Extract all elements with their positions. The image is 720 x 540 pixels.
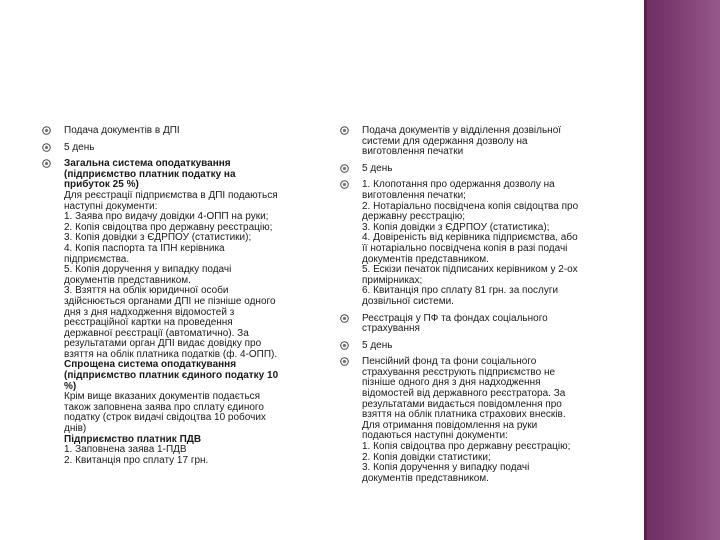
text-line: Для отримання повідомлення на руки [362, 419, 538, 431]
text-line: 5. Копія доручення у випадку подачі [64, 264, 232, 276]
right-bullet-list [338, 126, 606, 484]
text-line: страхування [362, 323, 420, 335]
text-line: взяття на облік платника податків (ф. 4-ОПП). [64, 348, 278, 360]
text-line: виготовлення печатки [362, 146, 464, 158]
right-column [338, 126, 606, 490]
text-line: Спрощена система оподаткування [64, 359, 237, 371]
text-line: 3. Копія довідки з ЄДРПОУ (статистика); [362, 221, 550, 233]
text-line: Крім вище вказаних документів подається [64, 391, 261, 403]
text-line: пізніше одного дня з дня надходження [362, 377, 541, 389]
right-bullet-item [338, 126, 606, 158]
left-bullet-item [40, 143, 298, 154]
text-line: її нотаріально посвідчена копія в разі подачі [362, 242, 568, 254]
text-line: податку (строк видачі свідоцтва 10 робочих [64, 412, 266, 424]
decorative-side-bar [644, 0, 720, 540]
text-line: державну реєстрацію; [362, 211, 465, 223]
ring-bullet-icon [340, 314, 349, 323]
text-line: виготовлення печатки; [362, 189, 466, 201]
text-line: взяття на облік платника страхових внесків. [362, 409, 566, 421]
ring-bullet-icon [42, 143, 51, 152]
text-line: примірниках; [362, 274, 423, 286]
text-line: 4. Довіреність від керівника підприємства, або [362, 232, 578, 244]
ring-bullet-icon [340, 164, 349, 173]
text-line: 2. Нотаріально посвідчена копія свідоцтва про [362, 200, 579, 212]
text-line: 6. Квитанція про сплату 81 грн. за послуги [362, 285, 559, 297]
text-line: подаються наступні документи: [362, 430, 508, 442]
text-line: Реєстрація у ПФ та фондах соціального [362, 312, 548, 324]
text-line: реєстраційної картки на проведення [64, 317, 233, 329]
ring-bullet-icon [42, 159, 51, 168]
left-bullet-item [40, 126, 298, 137]
text-line: 1. Копія свідоцтва про державну реєстрацію; [362, 441, 571, 453]
text-line: також заповнена заява про сплату єдиного [64, 401, 264, 413]
text-line: Подача документів у відділення дозвільної [362, 125, 562, 136]
text-line: Подача документів в ДПІ [64, 125, 180, 136]
text-line: 2. Квитанція про сплату 17 грн. [64, 454, 209, 466]
text-line: здійснюється органами ДПІ не пізніше одного [64, 295, 276, 307]
text-line: 3. Взяття на облік юридичної особи [64, 285, 229, 297]
text-line: прибуток 25 %) [64, 179, 139, 191]
text-line: днів) [64, 423, 87, 435]
text-line: 5. Ескізи печаток підписаних керівником у 2-ох [362, 264, 578, 276]
ring-bullet-icon [340, 357, 349, 366]
text-line: Загальна система оподаткування [64, 158, 231, 170]
text-line: 1. Клопотання про одержання дозволу на [362, 179, 555, 191]
text-line: 1. Заповнена заява 1-ПДВ [64, 444, 187, 456]
text-line: 3. Копія довідки з ЄДРПОУ (статистики); [64, 232, 252, 244]
ring-bullet-icon [340, 341, 349, 350]
text-line: підприємства. [64, 253, 130, 265]
ring-bullet-icon [42, 126, 51, 135]
text-line: дозвільної системи. [362, 295, 454, 307]
text-line: страхування реєструють підприємство не [362, 366, 556, 378]
text-line: 5 день [362, 339, 393, 351]
text-line: %) [64, 380, 77, 392]
ring-bullet-icon [340, 180, 349, 189]
text-line: 3. Копія доручення у випадку подачі [362, 462, 530, 474]
text-line: наступні документи: [64, 200, 158, 212]
right-bullet-item [338, 341, 606, 352]
text-line: 2. Копія довідки статистики; [362, 451, 491, 463]
text-line: 2. Копія свідоцтва про державну реєстрацію; [64, 221, 273, 233]
text-line: Для реєстрації підприємства в ДПІ подаються [64, 189, 278, 201]
text-line: результатами видається повідомлення про [362, 398, 562, 410]
right-bullet-item [338, 180, 606, 307]
left-bullet-list [40, 126, 298, 466]
text-line: документів представником. [64, 274, 191, 286]
text-line: (підприємство платник єдиного податку 10 [64, 370, 279, 382]
text-line: документів представником. [362, 253, 489, 265]
left-bullet-item [40, 159, 298, 466]
text-line: 5 день [64, 141, 95, 153]
text-line: державної реєстрації (автоматично). За [64, 327, 249, 339]
text-line: системи для одержання дозволу на [362, 135, 528, 147]
right-bullet-item [338, 164, 606, 175]
text-line: відомостей від державного реєстратора. За [362, 388, 566, 400]
text-line: 4. Копія паспорта та ІПН керівника [64, 242, 225, 254]
left-column [40, 126, 298, 472]
ring-bullet-icon [340, 126, 349, 135]
text-line: Підприємство платник ПДВ [64, 433, 202, 445]
right-bullet-item [338, 314, 606, 335]
right-bullet-item [338, 357, 606, 484]
text-line: 5 день [362, 162, 393, 174]
text-line: 1. Заява про видачу довідки 4-ОПП на руки; [64, 211, 269, 223]
text-line: дня з дня надходження відомостей з [64, 306, 235, 318]
text-line: документів представником. [362, 472, 489, 484]
text-line: (підприємство платник податку на [64, 168, 236, 180]
text-line: результатами орган ДПІ видає довідку про [64, 338, 262, 350]
text-line: Пенсійний фонд та фони соціального [362, 356, 537, 368]
